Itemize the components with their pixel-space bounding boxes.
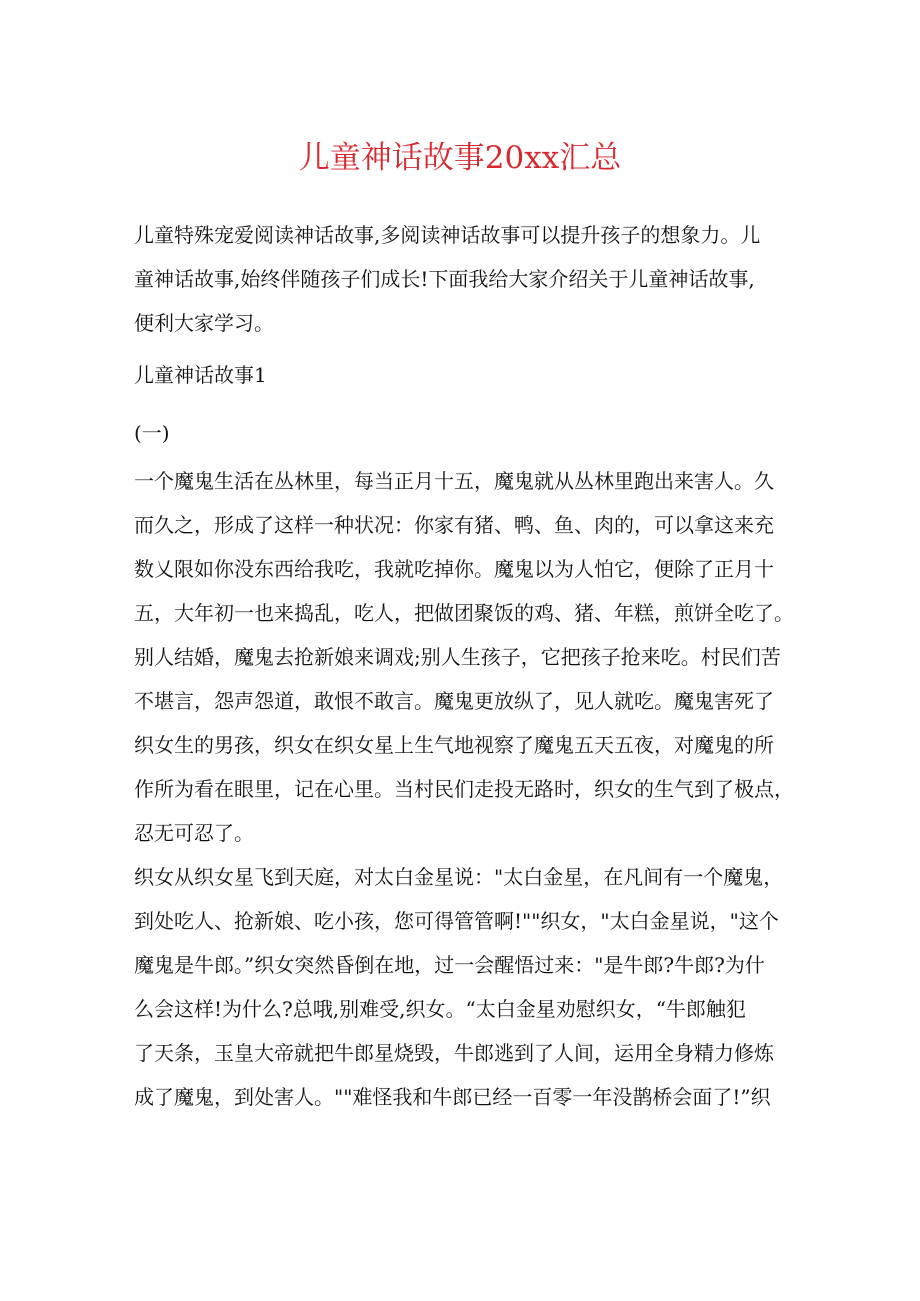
paragraph-line: 不堪言，怨声怨道，敢恨不敢言。魔鬼更放纵了，见人就吃。魔鬼害死了: [134, 689, 774, 713]
document-body: [134, 213, 794, 1119]
section-mark: (一): [134, 421, 170, 445]
paragraph-line: 数乂限如你没东西给我吃，我就吃掉你。魔鬼以为人怕它，便除了正月十: [134, 557, 774, 581]
paragraph-line: 作所为看在眼里，记在心里。当村民们走投无路时，织女的生气到了极点，: [134, 777, 794, 801]
intro-line: 便利大家学习。: [134, 311, 274, 335]
paragraph-line: 魔鬼是牛郎。”织女突然昏倒在地，过一会醒悟过来："是牛郎?牛郎?为什: [134, 953, 765, 977]
paragraph-line: 织女生的男孩，织女在织女星上生气地视察了魔鬼五天五夜，对魔鬼的所: [134, 733, 774, 757]
story-paragraph-2: [134, 855, 794, 1119]
intro-line: 童神话故事,始终伴随孩子们成长!下面我给大家介绍关于儿童神话故事,: [134, 267, 755, 291]
paragraph-line: 别人结婚，魔鬼去抢新娘来调戏;别人生孩子，它把孩子抢来吃。村民们苦: [134, 645, 781, 669]
paragraph-line: 成了魔鬼，到处害人。""难怪我和牛郎已经一百零一年没鹊桥会面了!”织: [134, 1085, 771, 1109]
paragraph-line: 而久之，形成了这样一种状况：你家有猪、鸭、鱼、肉的，可以拿这来充: [134, 513, 774, 537]
intro-line: 儿童特殊宠爱阅读神话故事,多阅读神话故事可以提升孩子的想象力。儿: [134, 223, 761, 247]
paragraph-line: 织女从织女星飞到天庭，对太白金星说："太白金星，在凡间有一个魔鬼，: [134, 865, 784, 889]
story-heading: 儿童神话故事1: [134, 363, 267, 387]
intro-paragraph: [134, 213, 794, 345]
paragraph-line: 到处吃人、抢新娘、吃小孩，您可得管管啊!""织女，"太白金星说，"这个: [134, 909, 779, 933]
paragraph-line: 忍无可忍了。: [134, 821, 254, 845]
paragraph-line: 了天条，玉皇大帝就把牛郎星烧毁，牛郎逃到了人间，运用全身精力修炼: [134, 1041, 774, 1065]
paragraph-line: 五，大年初一也来捣乱，吃人，把做团聚饭的鸡、猪、年糕，煎饼全吃了。: [134, 601, 794, 625]
paragraph-line: 么会这样!为什么?总哦,别难受,织女。“太白金星劝慰织女，“牛郎触犯: [134, 997, 746, 1021]
story-paragraph-1: [134, 459, 794, 855]
paragraph-line: 一个魔鬼生活在丛林里，每当正月十五，魔鬼就从丛林里跑出来害人。久: [134, 469, 774, 493]
document-title: 儿童神话故事20xx汇总: [298, 140, 622, 176]
